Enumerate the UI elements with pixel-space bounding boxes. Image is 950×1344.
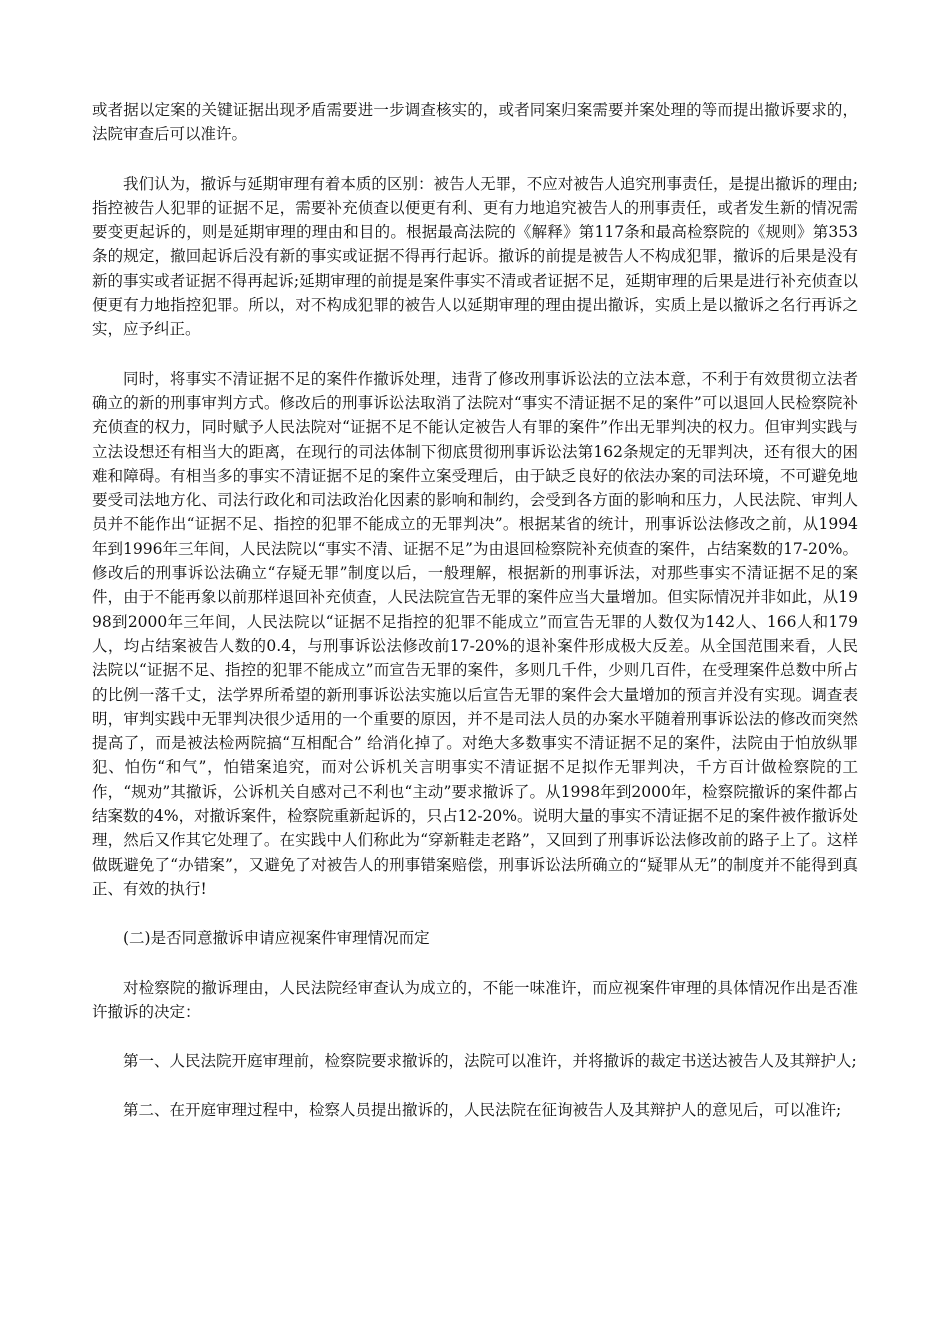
paragraph-court-review: 对检察院的撤诉理由，人民法院经审查认为成立的，不能一味准许，而应视案件审理的具体情况作出是否准许撤诉的决定： <box>92 978 858 1021</box>
section-heading-2: (二)是否同意撤诉申请应视案件审理情况而定 <box>123 929 430 948</box>
paragraph-point-first: 第一、人民法院开庭审理前，检察院要求撤诉的，法院可以准许，并将撤诉的裁定书送达被告人及其辩护人; <box>123 1052 857 1071</box>
document-body <box>92 98 858 1148</box>
paragraph-continuation: 或者据以定案的关键证据出现矛盾需要进一步调查核实的，或者同案归案需要并案处理的等而提出撤诉要求的，法院审查后可以准许。 <box>92 101 858 144</box>
paragraph-withdrawal-vs-postponement: 我们认为，撤诉与延期审理有着本质的区别：被告人无罪，不应对被告人追究刑事责任，是提出撤诉的理由;指控被告人犯罪的证据不足，需要补充侦查以便更有利、更有力地追究被告人的刑事责任，或者发生新的情况需要变更起诉的，则是延期审理的理由和目的。根据最高法院的《解释》第117条和最高检察院的《规则》第353条的规定，撤回起诉后没有新的事实或证据不得再行起诉。撤诉的前提是被告人不构成犯罪，撤诉的后果是没有新的事实或者证据不得再起诉;延期审理的前提是案件事实不清或者证据不足，延期审理的后果是进行补充侦查以便更有力地指控犯罪。所以，对不构成犯罪的被告人以延期审理的理由提出撤诉，实质上是以撤诉之名行再诉之实，应予纠正。 <box>92 174 858 339</box>
paragraph-legislative-intent: 同时，将事实不清证据不足的案件作撤诉处理，违背了修改刑事诉讼法的立法本意，不利于有效贯彻立法者确立的新的刑事审判方式。修改后的刑事诉讼法取消了法院对“事实不清证据不足的案件”可以退回人民检察院补充侦查的权力，同时赋予人民法院对“证据不足不能认定被告人有罪的案件”作出无罪判决的权力。但审判实践与立法设想还有相当大的距离，在现行的司法体制下彻底贯彻刑事诉讼法第162条规定的无罪判决，还有很大的困难和障碍。有相当多的事实不清证据不足的案件立案受理后，由于缺乏良好的依法办案的司法环境，不可避免地要受司法地方化、司法行政化和司法政治化因素的影响和制约，会受到各方面的影响和压力，人民法院、审判人员并不能作出“证据不足、指控的犯罪不能成立的无罪判决”。根据某省的统计，刑事诉讼法修改之前，从1994年到1996年三年间，人民法院以“事实不清、证据不足”为由退回检察院补充侦查的案件，占结案数的17-20%。修改后的刑事诉讼法确立“存疑无罪”制度以后，一般理解，根据新的刑事诉法，对那些事实不清证据不足的案件，由于不能再象以前那样退回补充侦查，人民法院宣告无罪的案件应当大量增加。但实际情况并非如此，从1998到2000年三年间，人民法院以“证据不足指控的犯罪不能成立”而宣告无罪的人数仅为142人、166人和179人，均占结案被告人数的0.4，与刑事诉讼法修改前17-20%的退补案件形成极大反差。从全国范围来看，人民法院以“证据不足、指控的犯罪不能成立”而宣告无罪的案件，多则几千件，少则几百件，在受理案件总数中所占的比例一落千丈，法学界所希望的新刑事诉讼法实施以后宣告无罪的案件会大量增加的预言并没有实现。调查表明，审判实践中无罪判决很少适用的一个重要的原因，并不是司法人员的办案水平随着刑事诉讼法的修改而突然提高了，而是被法检两院搞“互相配合” 给消化掉了。对绝大多数事实不清证据不足的案件，法院由于怕放纵罪犯、怕伤“和气”，怕错案追究，而对公诉机关言明事实不清证据不足拟作无罪判决，千方百计做检察院的工作，“规劝”其撤诉，公诉机关自感对己不利也“主动”要求撤诉了。从1998年到2000年，检察院撤诉的案件都占结案数的4%，对撤诉案件，检察院重新起诉的，只占12-20%。说明大量的事实不清证据不足的案件被作撤诉处理，然后又作其它处理了。在实践中人们称此为“穿新鞋走老路”，又回到了刑事诉讼法修改前的路子上了。这样做既避免了“办错案”，又避免了对被告人的刑事错案赔偿，刑事诉讼法所确立的“疑罪从无”的制度并不能得到真正、有效的执行! <box>92 369 859 898</box>
paragraph-point-second: 第二、在开庭审理过程中，检察人员提出撤诉的，人民法院在征询被告人及其辩护人的意见后，可以准许; <box>123 1101 842 1120</box>
